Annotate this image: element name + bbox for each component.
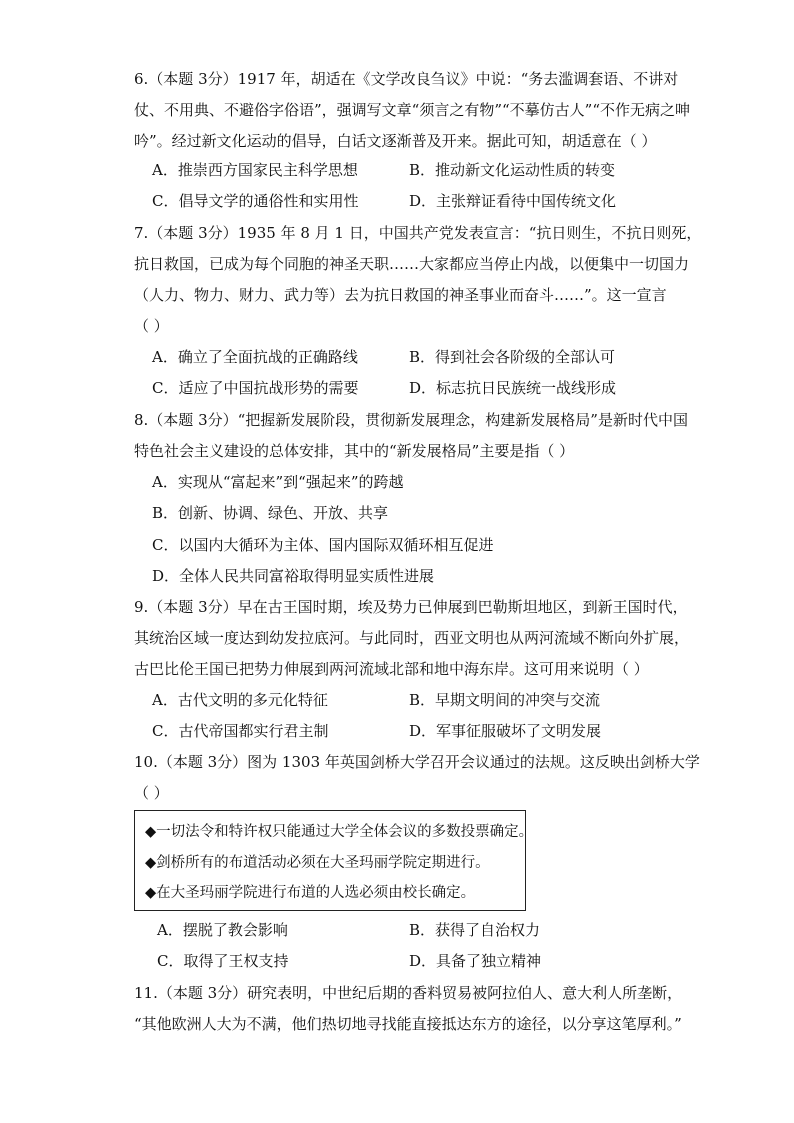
q7-option-d[interactable]: D．标志抗日民族统一战线形成	[409, 379, 617, 397]
q6-stem-line-1: 6.（本题 3分）1917 年，胡适在《文学改良刍议》中说：“务去滥调套语、不讲对	[134, 70, 679, 88]
regulation-item-3: ◆在大圣玛丽学院进行布道的人选必须由校长确定。	[145, 885, 476, 901]
q9-option-a[interactable]: A．古代文明的多元化特征	[152, 691, 328, 709]
q9-stem-line-2: 其统治区域一度达到幼发拉底河。与此同时，西亚文明也从两河流域不断向外扩展，	[134, 629, 690, 647]
q7-stem-line-3: （人力、物力、财力、武力等）去为抗日救国的神圣事业而奋斗……”。这一宣言	[134, 286, 667, 304]
q9-stem-line-3: 古巴比伦王国已把势力伸展到两河流域北部和地中海东岸。这可用来说明（ ）	[134, 660, 649, 678]
q8-option-d[interactable]: D．全体人民共同富裕取得明显实质性进展	[152, 567, 435, 585]
q8-stem-line-2: 特色社会主义建设的总体安排，其中的“新发展格局”主要是指（ ）	[134, 442, 575, 460]
q7-option-b[interactable]: B．得到社会各阶级的全部认可	[409, 348, 616, 366]
regulation-item-2: ◆剑桥所有的布道活动必须在大圣玛丽学院定期进行。	[145, 855, 490, 871]
q10-option-b[interactable]: B．获得了自治权力	[409, 921, 541, 939]
q9-stem-line-1: 9.（本题 3分）早在古王国时期，埃及势力已伸展到巴勒斯坦地区，到新王国时代，	[134, 598, 688, 616]
q7-stem-line-4: （ ）	[134, 317, 169, 335]
q10-option-c[interactable]: C．取得了王权支持	[157, 952, 289, 970]
regulation-item-1: ◆一切法令和特许权只能通过大学全体会议的多数投票确定。	[145, 824, 534, 840]
q11-stem-line-1: 11.（本题 3分）研究表明，中世纪后期的香料贸易被阿拉伯人、意大利人所垄断，	[134, 984, 683, 1002]
q6-option-a[interactable]: A．推崇西方国家民主科学思想	[152, 161, 358, 179]
q10-option-d[interactable]: D．具备了独立精神	[409, 952, 542, 970]
q6-option-d[interactable]: D．主张辩证看待中国传统文化	[409, 192, 617, 210]
q6-option-b[interactable]: B．推动新文化运动性质的转变	[409, 161, 616, 179]
q9-option-b[interactable]: B．早期文明间的冲突与交流	[409, 691, 601, 709]
q11-stem-line-2: “其他欧洲人大为不满，他们热切地寻找能直接抵达东方的途径，以分享这笔厚利。”	[134, 1015, 682, 1033]
q7-option-a[interactable]: A．确立了全面抗战的正确路线	[152, 348, 358, 366]
q8-option-a[interactable]: A．实现从“富起来”到“强起来”的跨越	[152, 473, 404, 491]
q10-stem-line-2: （ ）	[134, 784, 169, 802]
q7-stem-line-1: 7.（本题 3分）1935 年 8 月 1 日，中国共产党发表宣言：“抗日则生，不抗日则死，	[134, 224, 702, 242]
q9-option-c[interactable]: C．古代帝国都实行君主制	[152, 722, 329, 740]
q7-option-c[interactable]: C．适应了中国抗战形势的需要	[152, 379, 359, 397]
q6-option-c[interactable]: C．倡导文学的通俗性和实用性	[152, 192, 359, 210]
q8-option-b[interactable]: B．创新、协调、绿色、开放、共享	[152, 504, 389, 522]
q9-option-d[interactable]: D．军事征服破坏了文明发展	[409, 722, 602, 740]
q10-stem-line-1: 10.（本题 3分）图为 1303 年英国剑桥大学召开会议通过的法规。这反映出剑桥大学	[134, 753, 700, 771]
q6-stem-line-3: 吟”。经过新文化运动的倡导，白话文逐渐普及开来。据此可知，胡适意在（ ）	[134, 132, 657, 150]
q8-option-c[interactable]: C．以国内大循环为主体、国内国际双循环相互促进	[152, 536, 494, 554]
q10-option-a[interactable]: A．摆脱了教会影响	[157, 921, 288, 939]
q6-stem-line-2: 仗、不用典、不避俗字俗语”，强调写文章“须言之有物”“不摹仿古人”“不作无病之呻	[134, 101, 691, 119]
q7-stem-line-2: 抗日救国，已成为每个同胞的神圣天职……大家都应当停止内战，以便集中一切国力	[134, 255, 690, 273]
q8-stem-line-1: 8.（本题 3分）“把握新发展阶段，贯彻新发展理念，构建新发展格局”是新时代中国	[134, 411, 688, 429]
regulation-box	[134, 810, 534, 911]
